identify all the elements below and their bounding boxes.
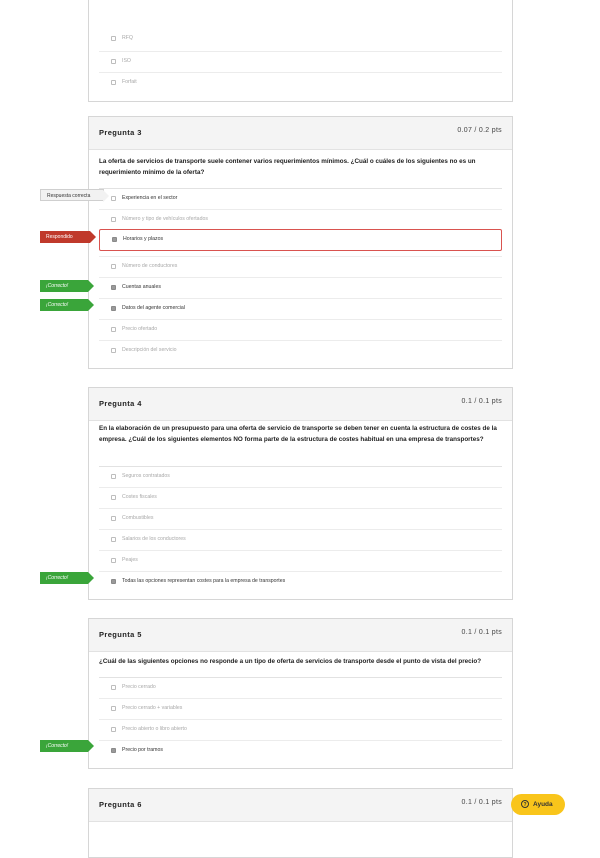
option-label: Precio ofertado [122,326,158,332]
option-label: Precio cerrado [122,684,156,690]
checkbox[interactable] [111,80,116,85]
correct-tag [40,572,88,584]
checkbox[interactable] [111,327,116,332]
checkbox[interactable] [111,217,116,222]
option[interactable] [99,256,502,276]
tag-label: ¡Correcto! [46,743,69,749]
option-label: Forfait [122,79,137,85]
question-score: 0.07 / 0.2 pts [457,127,502,134]
help-label: Ayuda [533,801,553,808]
correct-tag [40,299,88,311]
question-3-card [88,116,513,369]
checkbox[interactable] [111,706,116,711]
option-iso[interactable] [99,51,502,71]
option-label: Precio por tramos [122,747,163,753]
checkbox[interactable] [111,306,116,311]
option-label: Descripción del servicio [122,347,177,353]
tag-label: ¡Correcto! [46,302,69,308]
tag-label: Respuesta correcta [47,193,91,199]
option-label: Datos del agente comercial [122,305,185,311]
option[interactable] [99,677,502,697]
correct-tag [40,280,88,292]
help-button[interactable] [511,794,565,815]
option-label: Precio cerrado + variables [122,705,183,711]
tag-label: Respondido [46,234,73,240]
option-label: Precio abierto o libro abierto [122,726,187,732]
checkbox[interactable] [111,264,116,269]
option[interactable] [99,487,502,507]
question-2-card [88,0,513,102]
option-label: Costes fiscales [122,494,157,500]
correct-tag [40,740,88,752]
checkbox[interactable] [111,558,116,563]
question-5-card [88,618,513,769]
option[interactable] [99,298,502,318]
checkbox[interactable] [112,237,117,242]
option-label: Salarios de los conductores [122,536,186,542]
option[interactable] [99,719,502,739]
checkbox[interactable] [111,727,116,732]
checkbox[interactable] [111,348,116,353]
option[interactable] [99,571,502,591]
checkbox[interactable] [111,36,116,41]
option[interactable] [99,740,502,760]
question-title: Pregunta 6 [99,800,142,809]
option[interactable] [99,698,502,718]
question-circle-icon: ? [521,800,529,808]
checkbox[interactable] [111,474,116,479]
checkbox[interactable] [111,516,116,521]
question-title: Pregunta 4 [99,399,142,408]
question-title: Pregunta 3 [99,128,142,137]
checkbox[interactable] [111,537,116,542]
answered-tag [40,231,90,243]
question-header [89,619,512,652]
question-text: La oferta de servicios de transporte suele contener varios requerimientos mínimos. ¿Cuál o cuáles de los siguientes no es un requerimiento mínimo de la oferta? [99,158,476,176]
option-label: Combustibles [122,515,154,521]
option-label: Número de conductores [122,263,178,269]
checkbox[interactable] [111,579,116,584]
option[interactable] [99,277,502,297]
checkbox[interactable] [111,685,116,690]
checkbox[interactable] [111,495,116,500]
question-score: 0.1 / 0.1 pts [461,629,502,636]
option-label: Horarios y plazos [123,236,164,242]
option[interactable] [99,209,502,229]
option[interactable] [99,319,502,339]
tag-label: ¡Correcto! [46,575,69,581]
question-title: Pregunta 5 [99,630,142,639]
question-header [89,117,512,150]
option-label: RFQ [122,35,133,41]
question-score: 0.1 / 0.1 pts [461,398,502,405]
option[interactable] [99,550,502,570]
checkbox[interactable] [111,59,116,64]
checkbox[interactable] [111,285,116,290]
option-rfq[interactable] [99,29,502,49]
option-forfait[interactable] [99,72,502,92]
option[interactable] [99,188,502,208]
option[interactable] [99,508,502,528]
correct-answer-tag [40,189,104,201]
question-text: En la elaboración de un presupuesto para una oferta de servicio de transporte se deben tener en cuenta la estructura de costes de la empresa. ¿Cuál de los siguientes elementos NO forma parte de la estructura de costes habitual en una empresa de transportes? [99,425,497,443]
checkbox[interactable] [111,196,116,201]
question-score: 0.1 / 0.1 pts [461,799,502,806]
option[interactable] [99,466,502,486]
checkbox[interactable] [111,748,116,753]
option[interactable] [99,340,502,360]
option-label: Número y tipo de vehículos ofertados [122,216,208,222]
question-header [89,789,512,822]
option-label: Experiencia en el sector [122,195,178,201]
option-answered-wrong[interactable] [99,229,502,251]
question-4-card [88,387,513,600]
option[interactable] [99,529,502,549]
tag-label: ¡Correcto! [46,283,69,289]
option-label: Cuentas anuales [122,284,161,290]
option-label: Todas las opciones representan costes para la empresa de transportes [122,578,286,584]
option-label: Peajes [122,557,138,563]
option-label: Seguros contratados [122,473,170,479]
question-text: ¿Cuál de las siguientes opciones no responde a un tipo de oferta de servicios de transporte desde el punto de vista del precio? [99,658,482,665]
question-header [89,388,512,421]
option-label: ISO [122,58,131,64]
